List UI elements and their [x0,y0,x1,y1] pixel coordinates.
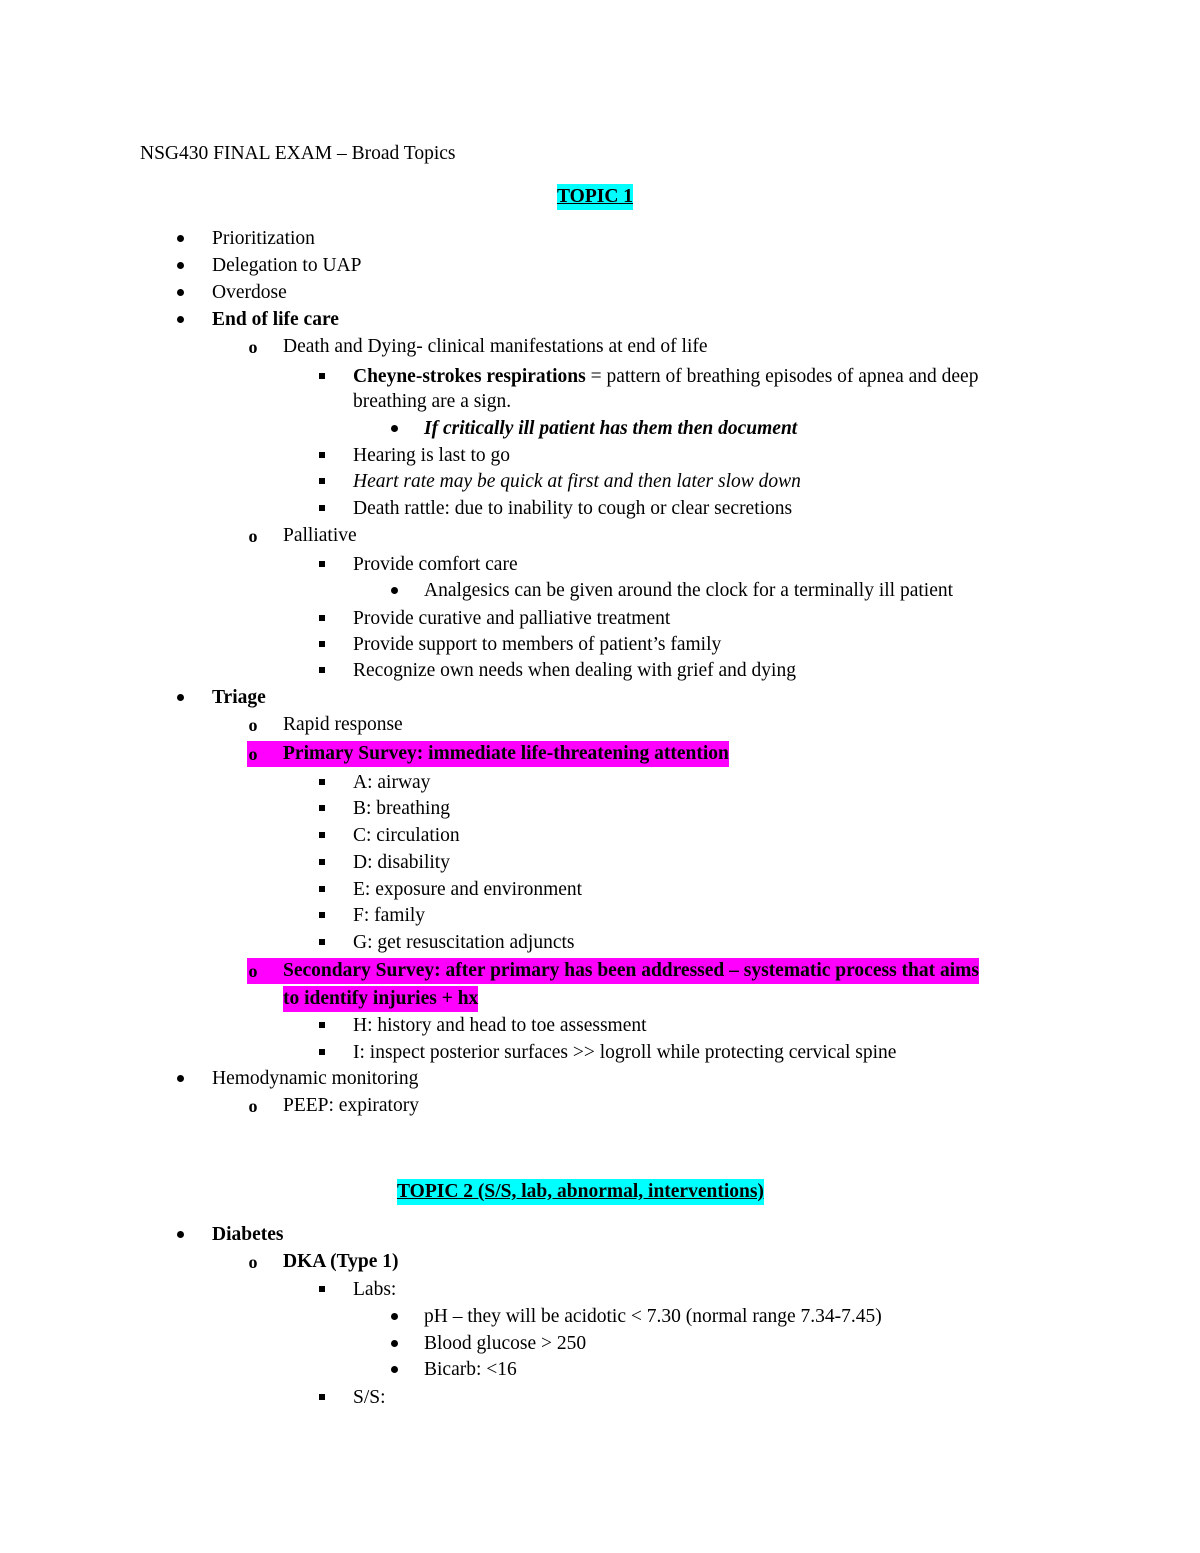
bullet-icon [388,1304,400,1330]
bullet-icon [388,1331,400,1357]
square-bullet-icon [316,658,328,684]
bullet-icon [174,307,186,333]
list-item: Hearing is last to go [353,445,511,466]
square-bullet-icon [316,930,328,956]
list-item: Diabetes [212,1224,284,1245]
bullet-icon [174,685,186,711]
bullet-icon [174,280,186,306]
document-title: NSG430 FINAL EXAM – Broad Topics [140,143,456,164]
list-item: Primary Survey: immediate life-threatening attention [283,741,729,767]
square-bullet-icon [316,1277,328,1303]
list-item: Triage [212,687,266,708]
square-bullet-icon [316,823,328,849]
list-item [353,364,978,390]
circle-bullet-icon: o [248,1252,258,1272]
square-bullet-icon [316,552,328,578]
bullet-icon [388,578,400,604]
square-bullet-icon [316,364,328,390]
circle-bullet-icon: o [248,715,258,735]
list-item: Death and Dying- clinical manifestations at end of life [283,336,708,357]
square-bullet-icon [316,632,328,658]
list-item: I: inspect posterior surfaces >> logroll while protecting cervical spine [353,1042,897,1063]
list-item: Palliative [283,525,357,546]
list-item: H: history and head to toe assessment [353,1015,647,1036]
definition: = pattern of breathing episodes of apnea and deep [585,366,979,387]
bullet-icon [174,226,186,252]
list-item: Labs: [353,1279,397,1300]
list-item: F: family [353,905,426,926]
list-item: Provide curative and palliative treatment [353,608,671,629]
list-item: End of life care [212,309,339,330]
topic-2-heading: TOPIC 2 (S/S, lab, abnormal, interventions) [397,1179,764,1205]
list-item: Provide support to members of patient’s family [353,634,722,655]
list-item: D: disability [353,852,450,873]
list-item: Rapid response [283,714,403,735]
square-bullet-icon [316,1385,328,1411]
list-item: If critically ill patient has them then document [424,418,798,439]
list-item: Heart rate may be quick at first and then later slow down [353,471,801,492]
list-item: G: get resuscitation adjuncts [353,932,575,953]
circle-bullet-icon: o [248,1096,258,1116]
bullet-icon [388,1357,400,1383]
list-item: C: circulation [353,825,460,846]
square-bullet-icon [316,770,328,796]
list-item: B: breathing [353,798,450,819]
list-item: S/S: [353,1387,386,1408]
list-item: E: exposure and environment [353,879,583,900]
bullet-icon [388,416,400,442]
list-item-continuation: to identify injuries + hx [283,986,478,1012]
bullet-icon [174,1222,186,1248]
square-bullet-icon [316,1040,328,1066]
list-item: Bicarb: <16 [424,1359,517,1380]
circle-bullet-icon: o [248,337,258,357]
topic-1-heading: TOPIC 1 [557,184,633,210]
list-item: Prioritization [212,228,315,249]
square-bullet-icon [316,903,328,929]
square-bullet-icon [316,606,328,632]
bullet-icon [174,1066,186,1092]
list-item: pH – they will be acidotic < 7.30 (normal range 7.34-7.45) [424,1306,882,1327]
square-bullet-icon [316,850,328,876]
list-item: Hemodynamic monitoring [212,1068,419,1089]
list-item-continuation: breathing are a sign. [353,391,512,412]
square-bullet-icon [316,877,328,903]
list-item: Death rattle: due to inability to cough or clear secretions [353,498,793,519]
list-item: A: airway [353,772,431,793]
circle-bullet-icon: o [248,526,258,546]
square-bullet-icon [316,796,328,822]
list-item: Provide comfort care [353,554,518,575]
square-bullet-icon [316,469,328,495]
list-item: DKA (Type 1) [283,1251,399,1272]
list-item: Overdose [212,282,287,303]
list-item: Delegation to UAP [212,255,362,276]
list-item: Blood glucose > 250 [424,1333,587,1354]
list-item: Secondary Survey: after primary has been addressed – systematic process that aims [283,958,979,984]
bullet-icon [174,253,186,279]
square-bullet-icon [316,496,328,522]
list-item: Analgesics can be given around the clock for a terminally ill patient [424,580,954,601]
circle-bullet-icon: o [248,744,258,764]
list-item: PEEP: expiratory [283,1095,419,1116]
circle-bullet-icon: o [248,961,258,981]
square-bullet-icon [316,1013,328,1039]
list-item: Recognize own needs when dealing with grief and dying [353,660,796,681]
square-bullet-icon [316,443,328,469]
term: Cheyne-strokes respirations [353,366,586,387]
